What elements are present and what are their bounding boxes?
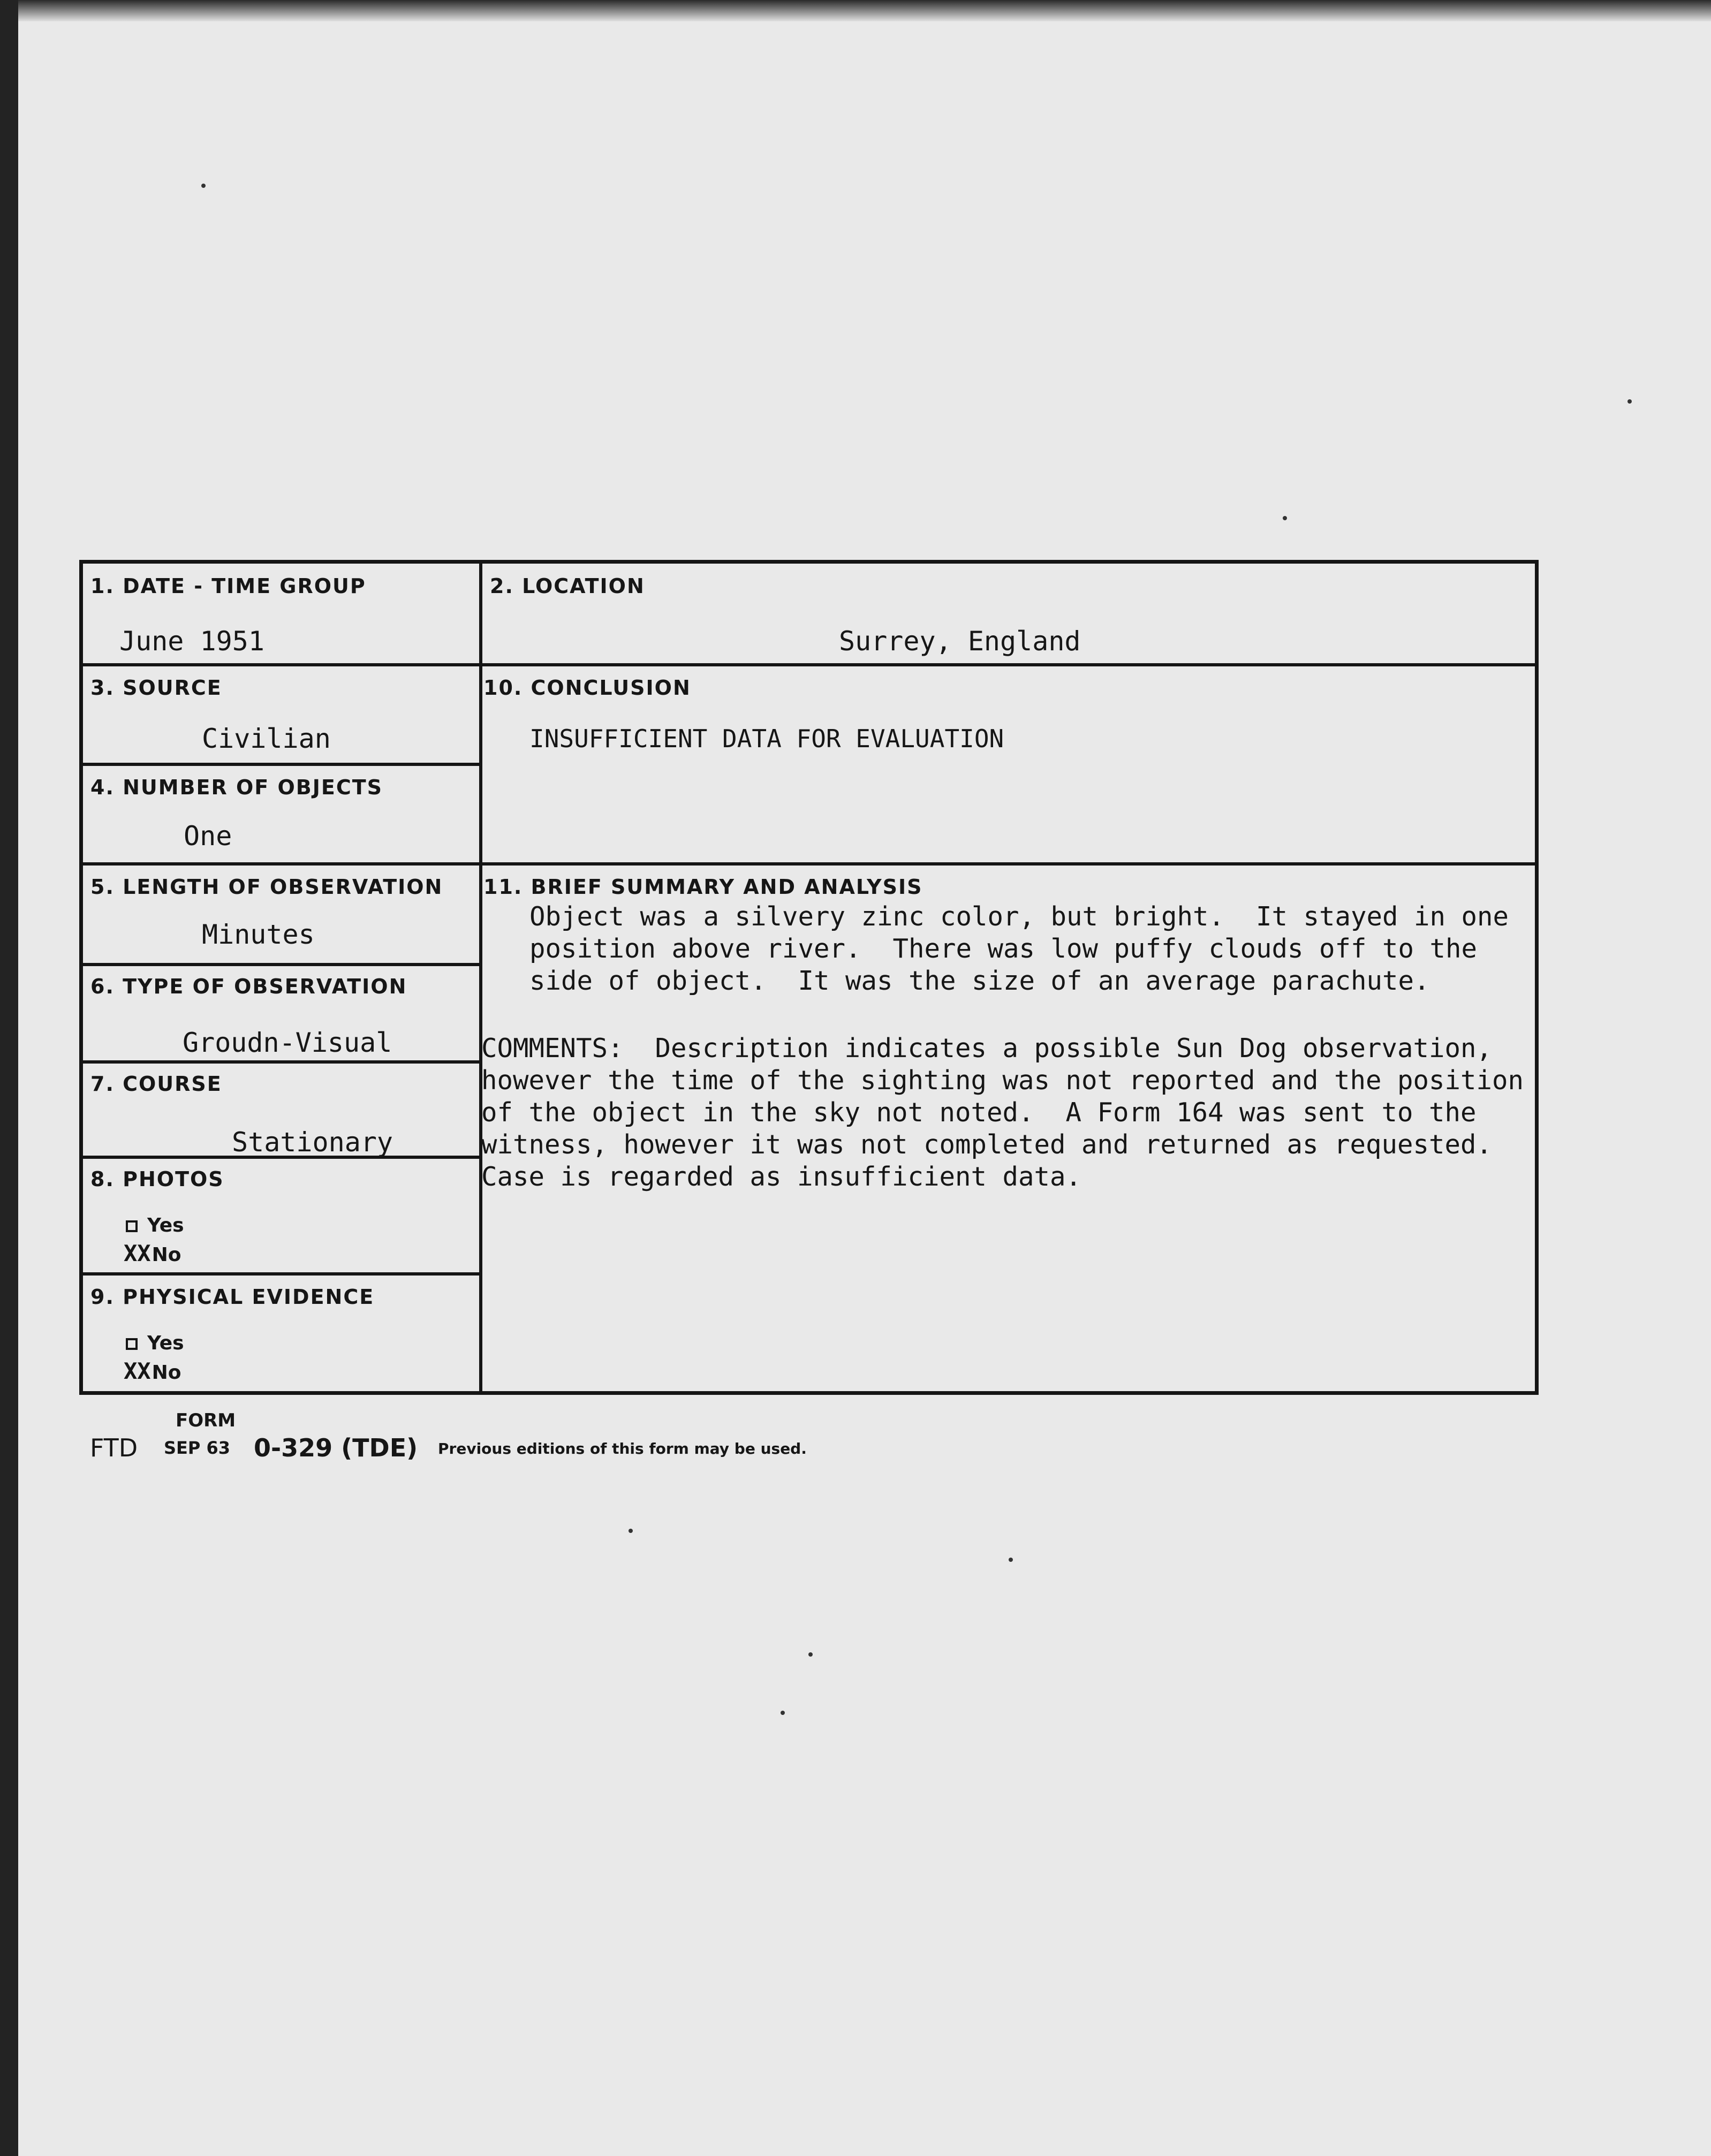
dust-speck bbox=[1009, 1558, 1013, 1562]
footer-form-word: FORM bbox=[176, 1410, 236, 1431]
source-label: 3. SOURCE bbox=[90, 676, 222, 700]
dust-speck bbox=[1627, 399, 1632, 404]
type-of-observation-value: Groudn-Visual bbox=[183, 1027, 392, 1058]
dust-speck bbox=[201, 184, 206, 188]
location-label: 2. LOCATION bbox=[490, 574, 645, 598]
course-label: 7. COURSE bbox=[90, 1072, 222, 1096]
length-of-observation-value: Minutes bbox=[202, 919, 315, 950]
dust-speck bbox=[1283, 516, 1287, 520]
comments-line: witness, however it was not completed and returned as requested. bbox=[481, 1129, 1493, 1160]
date-time-group-value: June 1951 bbox=[119, 626, 264, 657]
summary-line: Object was a silvery zinc color, but bright. It stayed in one bbox=[529, 901, 1509, 932]
row-divider bbox=[83, 963, 479, 966]
row-divider bbox=[83, 1272, 479, 1276]
physical-no-label: No bbox=[152, 1362, 181, 1384]
summary-label: 11. BRIEF SUMMARY AND ANALYSIS bbox=[483, 875, 923, 899]
scan-top-edge bbox=[0, 0, 1711, 21]
comments-line: of the object in the sky not noted. A Form 164 was sent to the bbox=[481, 1097, 1477, 1128]
scan-left-edge bbox=[0, 0, 18, 2156]
row-divider bbox=[83, 763, 479, 766]
footer-ftd: FTD bbox=[90, 1433, 138, 1462]
physical-evidence-label: 9. PHYSICAL EVIDENCE bbox=[90, 1285, 375, 1309]
summary-line: position above river. There was low puffy clouds off to the bbox=[529, 933, 1478, 964]
conclusion-label: 10. CONCLUSION bbox=[483, 676, 691, 700]
physical-yes-option bbox=[126, 1332, 184, 1354]
dust-speck bbox=[629, 1529, 633, 1533]
photos-no-option bbox=[124, 1240, 181, 1266]
summary-line: side of object. It was the size of an average parachute. bbox=[529, 966, 1430, 996]
project-record-card bbox=[79, 560, 1539, 1395]
location-value: Surrey, England bbox=[839, 626, 1081, 657]
source-value: Civilian bbox=[202, 723, 331, 754]
comments-line: Case is regarded as insufficient data. bbox=[481, 1161, 1082, 1192]
course-value: Stationary bbox=[232, 1127, 393, 1158]
dust-speck bbox=[808, 1652, 813, 1657]
footer-form-number: 0-329 (TDE) bbox=[254, 1433, 418, 1462]
date-time-group-label: 1. DATE - TIME GROUP bbox=[90, 574, 366, 598]
physical-yes-label: Yes bbox=[147, 1332, 184, 1354]
dust-speck bbox=[781, 1711, 785, 1715]
conclusion-value: INSUFFICIENT DATA FOR EVALUATION bbox=[529, 724, 1004, 753]
photos-yes-label: Yes bbox=[147, 1214, 184, 1236]
column-divider bbox=[479, 564, 482, 1391]
physical-no-option bbox=[124, 1358, 181, 1384]
photos-no-mark: XX bbox=[124, 1240, 151, 1266]
row-divider bbox=[83, 1060, 479, 1064]
checkbox-icon bbox=[126, 1338, 138, 1350]
number-of-objects-label: 4. NUMBER OF OBJECTS bbox=[90, 776, 383, 799]
photos-no-label: No bbox=[152, 1244, 181, 1266]
length-of-observation-label: 5. LENGTH OF OBSERVATION bbox=[90, 875, 443, 899]
physical-no-mark: XX bbox=[124, 1358, 151, 1384]
row-divider bbox=[83, 862, 1535, 866]
type-of-observation-label: 6. TYPE OF OBSERVATION bbox=[90, 975, 407, 998]
comments-line: COMMENTS: Description indicates a possible Sun Dog observation, bbox=[481, 1033, 1493, 1064]
photos-label: 8. PHOTOS bbox=[90, 1167, 224, 1191]
comments-line: however the time of the sighting was not reported and the position bbox=[481, 1065, 1524, 1096]
checkbox-icon bbox=[126, 1220, 138, 1232]
number-of-objects-value: One bbox=[184, 821, 232, 852]
footer-note: Previous editions of this form may be used. bbox=[438, 1440, 807, 1457]
footer-date: SEP 63 bbox=[164, 1438, 231, 1458]
photos-yes-option bbox=[126, 1214, 184, 1236]
row-divider bbox=[83, 663, 1535, 666]
